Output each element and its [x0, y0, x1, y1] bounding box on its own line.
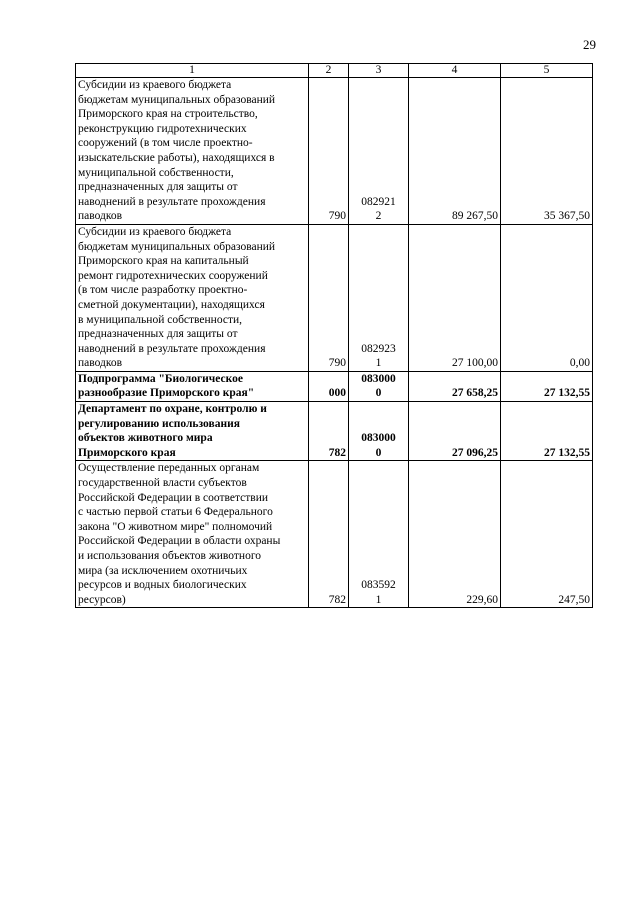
header-col-3: 3 [349, 64, 409, 78]
row-code-cell: 790 [309, 224, 349, 371]
row-value-col4: 27 658,25 [409, 371, 501, 401]
row-code-cell: 000 [309, 371, 349, 401]
row-name-line: разнообразие Приморского края" [78, 387, 255, 400]
row-name-line: сооружений (в том числе проектно- [78, 137, 253, 150]
row-name-line: Приморского края на капитальный [78, 255, 249, 268]
row-target-code-line: 1 [375, 593, 382, 606]
table-row [76, 78, 593, 225]
row-name-line: Приморского края на строительство, [78, 108, 258, 121]
row-name-line: Субсидии из краевого бюджета [78, 225, 232, 238]
row-name-line: паводков [78, 210, 123, 223]
row-target-code-line: 0 [375, 387, 382, 400]
row-value-col4: 27 096,25 [409, 402, 501, 461]
row-target-code-line: 0 [375, 446, 382, 459]
table-row [76, 224, 593, 371]
row-name-line: Российской Федерации в соответствии [78, 491, 269, 504]
budget-table [75, 63, 593, 608]
row-name-line: муниципальной собственности, [78, 166, 234, 179]
header-col-2: 2 [309, 64, 349, 78]
row-name-line: ресурсов и водных биологических [78, 579, 247, 592]
row-code-cell: 782 [309, 402, 349, 461]
row-name-line: и использования объектов животного [78, 550, 261, 562]
row-name-line: в муниципальной собственности, [78, 313, 243, 326]
row-target-code-line: 083000 [361, 432, 396, 445]
row-name-line: ресурсов) [78, 593, 126, 606]
row-name-cell [76, 78, 309, 225]
row-name-cell [76, 224, 309, 371]
row-value-col5: 247,50 [501, 461, 593, 608]
row-name-line: предназначенных для защиты от [78, 328, 238, 341]
row-name-line: (в том числе разработку проектно- [78, 284, 248, 297]
row-name-cell [76, 461, 309, 608]
row-code-cell: 790 [309, 78, 349, 225]
row-value-col5: 0,00 [501, 224, 593, 371]
row-target-code-line: 082921 [361, 195, 396, 208]
row-name-line: Департамент по охране, контролю и [78, 403, 267, 416]
row-value-col5: 27 132,55 [501, 402, 593, 461]
row-name-cell [76, 402, 309, 461]
row-target-code-line: 1 [375, 357, 382, 370]
row-value-col4: 27 100,00 [409, 224, 501, 371]
row-name-line: закона "О животном мире" полномочий [78, 520, 273, 533]
row-name-line: Субсидии из краевого бюджета [78, 79, 232, 91]
row-name-line: сметной документации), находящихся [78, 298, 265, 311]
row-name-line: Подпрограмма "Биологическое [78, 372, 243, 385]
row-name-line: Российской Федерации в области охраны [78, 535, 281, 548]
row-name-line: ремонт гидротехнических сооружений [78, 269, 268, 282]
row-value-col4: 229,60 [409, 461, 501, 608]
row-code-cell: 782 [309, 461, 349, 608]
table-row [76, 461, 593, 608]
row-name-line: Осуществление переданных органам [78, 462, 260, 475]
row-name-line: государственной власти субъектов [78, 477, 247, 490]
row-name-line: наводнений в результате прохождения [78, 342, 266, 355]
row-name-line: изыскательские работы), находящихся в [78, 151, 275, 164]
row-value-col5: 27 132,55 [501, 371, 593, 401]
row-name-line: бюджетам муниципальных образований [78, 240, 276, 253]
header-row [76, 64, 593, 78]
row-name-line: наводнений в результате прохождения [78, 195, 266, 208]
table-row [76, 402, 593, 461]
row-name-line: объектов животного мира [78, 432, 213, 445]
row-name-line: регулированию использования [78, 417, 240, 430]
row-target-code-cell [349, 402, 409, 461]
row-name-line: с частью первой статьи 6 Федерального [78, 506, 273, 519]
table-row [76, 371, 593, 401]
header-col-4: 4 [409, 64, 501, 78]
row-name-cell [76, 371, 309, 401]
table-body [76, 78, 593, 608]
row-name-line: мира (за исключением охотничьих [78, 564, 248, 577]
row-value-col5: 35 367,50 [501, 78, 593, 225]
row-name-line: реконструкцию гидротехнических [78, 122, 247, 135]
row-target-code-cell [349, 224, 409, 371]
header-col-1: 1 [76, 64, 309, 78]
row-name-line: Приморского края [78, 446, 176, 459]
row-target-code-cell [349, 371, 409, 401]
row-target-code-line: 083000 [361, 372, 396, 385]
header-col-5: 5 [501, 64, 593, 78]
row-target-code-cell [349, 461, 409, 608]
page-number: 29 [583, 37, 596, 52]
row-name-line: бюджетам муниципальных образований [78, 93, 276, 106]
row-name-line: предназначенных для защиты от [78, 181, 238, 194]
row-target-code-line: 082923 [361, 342, 396, 355]
row-name-line: паводков [78, 357, 123, 370]
row-target-code-cell [349, 78, 409, 225]
row-target-code-line: 083592 [361, 579, 396, 592]
row-value-col4: 89 267,50 [409, 78, 501, 225]
row-target-code-line: 2 [375, 210, 382, 223]
